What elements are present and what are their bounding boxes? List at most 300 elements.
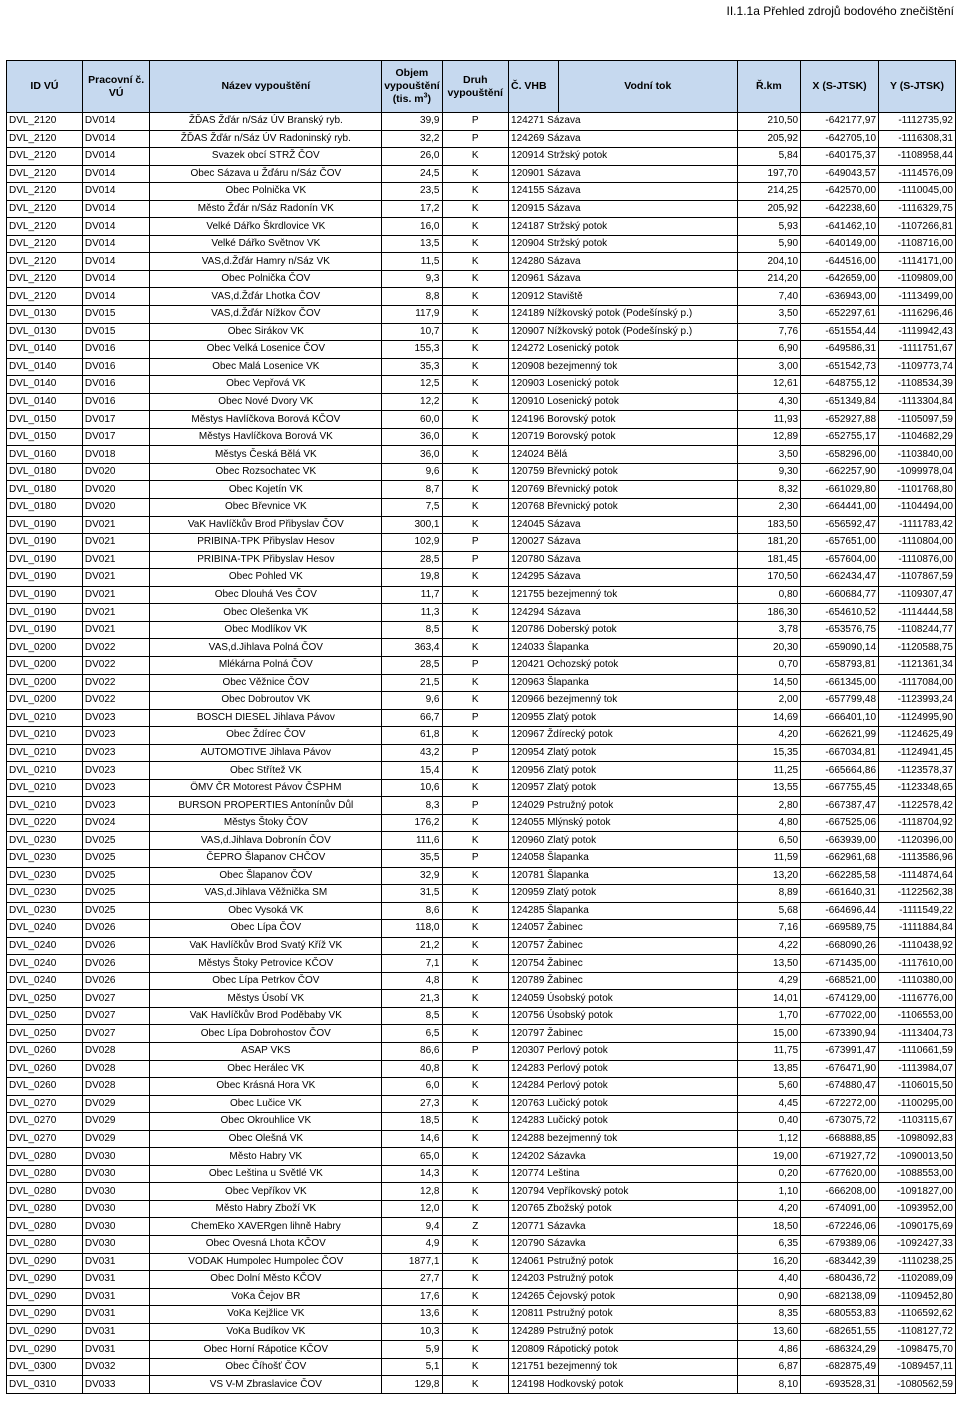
- cell-rkm: 2,80: [737, 797, 800, 815]
- cell-rkm: 15,35: [737, 744, 800, 762]
- cell-x-coord: -657799,48: [801, 692, 879, 710]
- cell-nazev: Městys Česká Bělá VK: [150, 446, 382, 464]
- cell-x-coord: -649043,57: [801, 165, 879, 183]
- table-row: [7, 148, 956, 166]
- cell-id-vu: DVL_0280: [7, 1148, 83, 1166]
- cell-pracovni-cislo: DV021: [82, 516, 150, 534]
- cell-pracovni-cislo: DV023: [82, 779, 150, 797]
- cell-vhb-tok: 124265 Čejovský potok: [509, 1288, 738, 1306]
- col-header-nazev: Název vypouštění: [150, 61, 382, 113]
- cell-x-coord: -642659,00: [801, 270, 879, 288]
- cell-vhb-tok: 120908 bezejmenný tok: [509, 358, 738, 376]
- cell-pracovni-cislo: DV015: [82, 323, 150, 341]
- cell-objem: 40,8: [382, 1060, 442, 1078]
- cell-x-coord: -661029,80: [801, 481, 879, 499]
- cell-y-coord: -1109809,00: [879, 270, 956, 288]
- table-row: [7, 692, 956, 710]
- cell-druh: K: [442, 937, 509, 955]
- cell-y-coord: -1116329,75: [879, 200, 956, 218]
- table-row: [7, 1288, 956, 1306]
- cell-rkm: 14,50: [737, 674, 800, 692]
- cell-nazev: Obec Šlapanov ČOV: [150, 867, 382, 885]
- cell-y-coord: -1090175,69: [879, 1218, 956, 1236]
- cell-x-coord: -674129,00: [801, 990, 879, 1008]
- table-row: [7, 604, 956, 622]
- cell-nazev: VAS,d.Žďár Nížkov ČOV: [150, 306, 382, 324]
- cell-vhb-tok: 124029 Pstružný potok: [509, 797, 738, 815]
- table-row: [7, 762, 956, 780]
- cell-y-coord: -1108716,00: [879, 235, 956, 253]
- cell-id-vu: DVL_0290: [7, 1341, 83, 1359]
- cell-pracovni-cislo: DV014: [82, 218, 150, 236]
- table-row: [7, 779, 956, 797]
- cell-rkm: 214,20: [737, 270, 800, 288]
- cell-y-coord: -1121361,34: [879, 656, 956, 674]
- cell-rkm: 9,30: [737, 463, 800, 481]
- cell-id-vu: DVL_0200: [7, 639, 83, 657]
- cell-id-vu: DVL_0290: [7, 1288, 83, 1306]
- cell-objem: 27,7: [382, 1271, 442, 1289]
- cell-objem: 5,9: [382, 1341, 442, 1359]
- cell-x-coord: -693528,31: [801, 1376, 879, 1394]
- cell-nazev: Obec Horní Rápotice KČOV: [150, 1341, 382, 1359]
- table-row: [7, 200, 956, 218]
- cell-id-vu: DVL_0190: [7, 604, 83, 622]
- cell-rkm: 7,76: [737, 323, 800, 341]
- table-row: [7, 1060, 956, 1078]
- cell-id-vu: DVL_0240: [7, 972, 83, 990]
- cell-id-vu: DVL_2120: [7, 270, 83, 288]
- cell-nazev: Městys Havlíčkova Borová KČOV: [150, 411, 382, 429]
- cell-id-vu: DVL_0140: [7, 376, 83, 394]
- cell-id-vu: DVL_0190: [7, 551, 83, 569]
- cell-nazev: VaK Havlíčkův Brod Přibyslav ČOV: [150, 516, 382, 534]
- cell-pracovni-cislo: DV027: [82, 1007, 150, 1025]
- cell-id-vu: DVL_0300: [7, 1358, 83, 1376]
- cell-vhb-tok: 120794 Vepříkovský potok: [509, 1183, 738, 1201]
- cell-vhb-tok: 120790 Sázavka: [509, 1236, 738, 1254]
- cell-y-coord: -1093952,00: [879, 1200, 956, 1218]
- cell-objem: 5,1: [382, 1358, 442, 1376]
- cell-x-coord: -668521,00: [801, 972, 879, 990]
- cell-pracovni-cislo: DV022: [82, 674, 150, 692]
- cell-nazev: Obec Vysoká VK: [150, 902, 382, 920]
- table-row: [7, 832, 956, 850]
- cell-rkm: 4,20: [737, 1200, 800, 1218]
- cell-id-vu: DVL_0210: [7, 762, 83, 780]
- cell-x-coord: -667387,47: [801, 797, 879, 815]
- cell-objem: 21,2: [382, 937, 442, 955]
- cell-nazev: VaK Havlíčkův Brod Poděbaby VK: [150, 1007, 382, 1025]
- cell-rkm: 14,69: [737, 709, 800, 727]
- cell-y-coord: -1106553,00: [879, 1007, 956, 1025]
- cell-druh: K: [442, 165, 509, 183]
- cell-objem: 36,0: [382, 446, 442, 464]
- cell-nazev: Obec Věžnice ČOV: [150, 674, 382, 692]
- cell-x-coord: -636943,00: [801, 288, 879, 306]
- cell-objem: 8,5: [382, 621, 442, 639]
- cell-objem: 117,9: [382, 306, 442, 324]
- cell-nazev: ŽĎAS Žďár n/Sáz ÚV Radoninský ryb.: [150, 130, 382, 148]
- cell-pracovni-cislo: DV031: [82, 1253, 150, 1271]
- table-row: [7, 1358, 956, 1376]
- cell-vhb-tok: 120915 Sázava: [509, 200, 738, 218]
- cell-druh: K: [442, 1165, 509, 1183]
- cell-pracovni-cislo: DV029: [82, 1130, 150, 1148]
- cell-druh: K: [442, 428, 509, 446]
- cell-nazev: Obec Lípa ČOV: [150, 920, 382, 938]
- cell-vhb-tok: 120780 Sázava: [509, 551, 738, 569]
- cell-druh: P: [442, 656, 509, 674]
- cell-id-vu: DVL_0180: [7, 463, 83, 481]
- cell-druh: K: [442, 1183, 509, 1201]
- cell-objem: 155,3: [382, 341, 442, 359]
- cell-x-coord: -680436,72: [801, 1271, 879, 1289]
- cell-pracovni-cislo: DV023: [82, 797, 150, 815]
- cell-x-coord: -662621,99: [801, 727, 879, 745]
- table-row: [7, 411, 956, 429]
- table-row: [7, 639, 956, 657]
- cell-pracovni-cislo: DV023: [82, 709, 150, 727]
- cell-druh: K: [442, 569, 509, 587]
- cell-rkm: 13,55: [737, 779, 800, 797]
- cell-vhb-tok: 120797 Žabinec: [509, 1025, 738, 1043]
- cell-y-coord: -1089457,11: [879, 1358, 956, 1376]
- cell-objem: 23,5: [382, 183, 442, 201]
- cell-objem: 12,5: [382, 376, 442, 394]
- cell-id-vu: DVL_0230: [7, 902, 83, 920]
- cell-vhb-tok: 120307 Perlový potok: [509, 1042, 738, 1060]
- cell-nazev: Obec Střítež VK: [150, 762, 382, 780]
- cell-id-vu: DVL_0290: [7, 1271, 83, 1289]
- cell-pracovni-cislo: DV014: [82, 200, 150, 218]
- cell-vhb-tok: 124283 Lučický potok: [509, 1113, 738, 1131]
- cell-id-vu: DVL_2120: [7, 200, 83, 218]
- cell-vhb-tok: 120910 Losenický potok: [509, 393, 738, 411]
- cell-pracovni-cislo: DV023: [82, 727, 150, 745]
- cell-druh: K: [442, 1025, 509, 1043]
- cell-id-vu: DVL_0240: [7, 955, 83, 973]
- table-row: [7, 446, 956, 464]
- cell-y-coord: -1108244,77: [879, 621, 956, 639]
- cell-pracovni-cislo: DV026: [82, 937, 150, 955]
- table-row: [7, 937, 956, 955]
- cell-x-coord: -658296,00: [801, 446, 879, 464]
- cell-druh: K: [442, 692, 509, 710]
- cell-pracovni-cislo: DV026: [82, 972, 150, 990]
- cell-objem: 4,9: [382, 1236, 442, 1254]
- cell-nazev: Obec Číhošť ČOV: [150, 1358, 382, 1376]
- table-row: [7, 1253, 956, 1271]
- table-row: [7, 1236, 956, 1254]
- cell-nazev: VODAK Humpolec Humpolec ČOV: [150, 1253, 382, 1271]
- cell-nazev: Město Žďár n/Sáz Radonín VK: [150, 200, 382, 218]
- cell-rkm: 181,20: [737, 534, 800, 552]
- cell-id-vu: DVL_2120: [7, 288, 83, 306]
- cell-druh: K: [442, 1148, 509, 1166]
- cell-objem: 102,9: [382, 534, 442, 552]
- cell-vhb-tok: 120959 Zlatý potok: [509, 885, 738, 903]
- cell-vhb-tok: 124202 Sázavka: [509, 1148, 738, 1166]
- cell-id-vu: DVL_0180: [7, 499, 83, 517]
- cell-nazev: Město Habry VK: [150, 1148, 382, 1166]
- cell-druh: K: [442, 270, 509, 288]
- col-header-druh: Druh vypouštění: [442, 61, 509, 113]
- cell-y-coord: -1113984,07: [879, 1060, 956, 1078]
- cell-objem: 61,8: [382, 727, 442, 745]
- cell-rkm: 15,00: [737, 1025, 800, 1043]
- cell-y-coord: -1118704,92: [879, 814, 956, 832]
- cell-y-coord: -1100295,00: [879, 1095, 956, 1113]
- cell-y-coord: -1114576,09: [879, 165, 956, 183]
- cell-x-coord: -673991,47: [801, 1042, 879, 1060]
- col-header-rkm: Ř.km: [737, 61, 800, 113]
- table-row: [7, 569, 956, 587]
- cell-objem: 300,1: [382, 516, 442, 534]
- cell-druh: K: [442, 639, 509, 657]
- cell-druh: K: [442, 341, 509, 359]
- cell-pracovni-cislo: DV028: [82, 1060, 150, 1078]
- cell-x-coord: -652927,88: [801, 411, 879, 429]
- cell-pracovni-cislo: DV022: [82, 656, 150, 674]
- cell-x-coord: -640149,00: [801, 235, 879, 253]
- cell-x-coord: -667525,06: [801, 814, 879, 832]
- cell-id-vu: DVL_0190: [7, 534, 83, 552]
- cell-druh: P: [442, 849, 509, 867]
- cell-pracovni-cislo: DV021: [82, 534, 150, 552]
- table-row: [7, 1200, 956, 1218]
- cell-nazev: AUTOMOTIVE Jihlava Pávov: [150, 744, 382, 762]
- cell-druh: K: [442, 1358, 509, 1376]
- cell-vhb-tok: 124285 Šlapanka: [509, 902, 738, 920]
- cell-id-vu: DVL_0270: [7, 1113, 83, 1131]
- cell-pracovni-cislo: DV030: [82, 1236, 150, 1254]
- cell-vhb-tok: 124059 Úsobský potok: [509, 990, 738, 1008]
- cell-x-coord: -673390,94: [801, 1025, 879, 1043]
- cell-objem: 10,3: [382, 1323, 442, 1341]
- cell-nazev: PRIBINA-TPK Přibyslav Hesov: [150, 534, 382, 552]
- cell-vhb-tok: 124058 Šlapanka: [509, 849, 738, 867]
- table-row: [7, 288, 956, 306]
- cell-pracovni-cislo: DV023: [82, 762, 150, 780]
- table-row: [7, 955, 956, 973]
- cell-rkm: 13,60: [737, 1323, 800, 1341]
- cell-objem: 11,3: [382, 604, 442, 622]
- cell-id-vu: DVL_0210: [7, 709, 83, 727]
- cell-vhb-tok: 120963 Šlapanka: [509, 674, 738, 692]
- cell-x-coord: -671927,72: [801, 1148, 879, 1166]
- table-row: [7, 920, 956, 938]
- cell-vhb-tok: 120421 Ochozský potok: [509, 656, 738, 674]
- cell-objem: 10,6: [382, 779, 442, 797]
- cell-pracovni-cislo: DV018: [82, 446, 150, 464]
- cell-objem: 7,5: [382, 499, 442, 517]
- cell-nazev: Městys Havlíčkova Borová VK: [150, 428, 382, 446]
- cell-pracovni-cislo: DV025: [82, 832, 150, 850]
- table-row: [7, 797, 956, 815]
- cell-nazev: Obec Sirákov VK: [150, 323, 382, 341]
- cell-vhb-tok: 124061 Pstružný potok: [509, 1253, 738, 1271]
- cell-pracovni-cislo: DV030: [82, 1148, 150, 1166]
- cell-nazev: Obec Velká Losenice ČOV: [150, 341, 382, 359]
- cell-objem: 39,9: [382, 113, 442, 131]
- cell-rkm: 3,50: [737, 446, 800, 464]
- cell-y-coord: -1116296,46: [879, 306, 956, 324]
- cell-rkm: 183,50: [737, 516, 800, 534]
- cell-y-coord: -1122578,42: [879, 797, 956, 815]
- cell-druh: P: [442, 551, 509, 569]
- cell-pracovni-cislo: DV024: [82, 814, 150, 832]
- cell-vhb-tok: 120774 Leština: [509, 1165, 738, 1183]
- table-row: [7, 674, 956, 692]
- cell-objem: 9,3: [382, 270, 442, 288]
- cell-vhb-tok: 124024 Bělá: [509, 446, 738, 464]
- table-row: [7, 1042, 956, 1060]
- cell-x-coord: -649586,31: [801, 341, 879, 359]
- cell-nazev: Městys Štoky Petrovice KČOV: [150, 955, 382, 973]
- cell-nazev: Obec Dobroutov VK: [150, 692, 382, 710]
- cell-y-coord: -1107867,59: [879, 569, 956, 587]
- cell-rkm: 210,50: [737, 113, 800, 131]
- cell-rkm: 3,50: [737, 306, 800, 324]
- table-row: [7, 1007, 956, 1025]
- cell-rkm: 5,90: [737, 235, 800, 253]
- cell-druh: K: [442, 885, 509, 903]
- cell-x-coord: -672246,06: [801, 1218, 879, 1236]
- cell-druh: K: [442, 920, 509, 938]
- cell-druh: K: [442, 762, 509, 780]
- cell-druh: K: [442, 183, 509, 201]
- cell-nazev: VAS,d.Jihlava Polná ČOV: [150, 639, 382, 657]
- cell-y-coord: -1124625,49: [879, 727, 956, 745]
- cell-pracovni-cislo: DV028: [82, 1042, 150, 1060]
- cell-objem: 176,2: [382, 814, 442, 832]
- cell-id-vu: DVL_0210: [7, 727, 83, 745]
- cell-x-coord: -676471,90: [801, 1060, 879, 1078]
- cell-nazev: Obec Vepříkov VK: [150, 1183, 382, 1201]
- cell-id-vu: DVL_0140: [7, 358, 83, 376]
- cell-x-coord: -668090,26: [801, 937, 879, 955]
- table-row: [7, 902, 956, 920]
- cell-id-vu: DVL_0280: [7, 1183, 83, 1201]
- cell-vhb-tok: 120955 Zlatý potok: [509, 709, 738, 727]
- cell-x-coord: -664696,44: [801, 902, 879, 920]
- cell-druh: K: [442, 323, 509, 341]
- page-header-title: II.1.1a Přehled zdrojů bodového znečištění: [726, 4, 954, 18]
- cell-nazev: Městys Štoky ČOV: [150, 814, 382, 832]
- cell-objem: 12,2: [382, 393, 442, 411]
- cell-vhb-tok: 120756 Úsobský potok: [509, 1007, 738, 1025]
- cell-pracovni-cislo: DV016: [82, 376, 150, 394]
- cell-y-coord: -1104494,00: [879, 499, 956, 517]
- cell-x-coord: -679389,06: [801, 1236, 879, 1254]
- cell-x-coord: -662961,68: [801, 849, 879, 867]
- cell-druh: K: [442, 586, 509, 604]
- cell-vhb-tok: 124284 Perlový potok: [509, 1078, 738, 1096]
- cell-druh: K: [442, 463, 509, 481]
- col-header-x: X (S-JTSK): [801, 61, 879, 113]
- cell-objem: 363,4: [382, 639, 442, 657]
- cell-nazev: Obec Modlíkov VK: [150, 621, 382, 639]
- cell-objem: 32,9: [382, 867, 442, 885]
- cell-objem: 15,4: [382, 762, 442, 780]
- cell-pracovni-cislo: DV031: [82, 1323, 150, 1341]
- cell-id-vu: DVL_0190: [7, 586, 83, 604]
- cell-x-coord: -653576,75: [801, 621, 879, 639]
- cell-nazev: Městys Úsobí VK: [150, 990, 382, 1008]
- cell-rkm: 4,20: [737, 727, 800, 745]
- cell-x-coord: -648755,12: [801, 376, 879, 394]
- cell-nazev: Obec Leština u Světlé VK: [150, 1165, 382, 1183]
- cell-nazev: Obec Dolní Město KČOV: [150, 1271, 382, 1289]
- table-row: [7, 218, 956, 236]
- cell-pracovni-cislo: DV021: [82, 551, 150, 569]
- cell-id-vu: DVL_0220: [7, 814, 83, 832]
- table-row: [7, 1323, 956, 1341]
- cell-nazev: PRIBINA-TPK Přibyslav Hesov: [150, 551, 382, 569]
- cell-rkm: 11,75: [737, 1042, 800, 1060]
- cell-rkm: 19,00: [737, 1148, 800, 1166]
- cell-objem: 14,6: [382, 1130, 442, 1148]
- cell-objem: 17,6: [382, 1288, 442, 1306]
- cell-druh: K: [442, 1200, 509, 1218]
- cell-y-coord: -1080562,59: [879, 1376, 956, 1394]
- cell-x-coord: -668888,85: [801, 1130, 879, 1148]
- cell-pracovni-cislo: DV025: [82, 902, 150, 920]
- cell-vhb-tok: 120954 Zlatý potok: [509, 744, 738, 762]
- cell-druh: K: [442, 972, 509, 990]
- cell-objem: 8,3: [382, 797, 442, 815]
- cell-y-coord: -1122562,38: [879, 885, 956, 903]
- cell-id-vu: DVL_2120: [7, 148, 83, 166]
- cell-nazev: Obec Lípa Dobrohostov ČOV: [150, 1025, 382, 1043]
- cell-x-coord: -674880,47: [801, 1078, 879, 1096]
- cell-rkm: 1,10: [737, 1183, 800, 1201]
- cell-druh: K: [442, 358, 509, 376]
- cell-id-vu: DVL_2120: [7, 218, 83, 236]
- cell-y-coord: -1114444,58: [879, 604, 956, 622]
- cell-id-vu: DVL_2120: [7, 183, 83, 201]
- cell-x-coord: -682138,09: [801, 1288, 879, 1306]
- cell-id-vu: DVL_0260: [7, 1060, 83, 1078]
- cell-y-coord: -1103840,00: [879, 446, 956, 464]
- cell-pracovni-cislo: DV025: [82, 867, 150, 885]
- cell-druh: K: [442, 235, 509, 253]
- cell-druh: K: [442, 288, 509, 306]
- cell-rkm: 0,70: [737, 656, 800, 674]
- cell-druh: K: [442, 1341, 509, 1359]
- cell-rkm: 186,30: [737, 604, 800, 622]
- cell-pracovni-cislo: DV021: [82, 586, 150, 604]
- cell-y-coord: -1123578,37: [879, 762, 956, 780]
- cell-objem: 65,0: [382, 1148, 442, 1166]
- cell-y-coord: -1104682,29: [879, 428, 956, 446]
- cell-rkm: 4,86: [737, 1341, 800, 1359]
- cell-rkm: 5,60: [737, 1078, 800, 1096]
- cell-x-coord: -642570,00: [801, 183, 879, 201]
- cell-objem: 86,6: [382, 1042, 442, 1060]
- table-row: [7, 885, 956, 903]
- table-row: [7, 341, 956, 359]
- cell-id-vu: DVL_0150: [7, 428, 83, 446]
- cell-druh: P: [442, 534, 509, 552]
- cell-id-vu: DVL_0200: [7, 656, 83, 674]
- cell-x-coord: -680553,83: [801, 1306, 879, 1324]
- cell-nazev: Obec Polnička VK: [150, 183, 382, 201]
- cell-x-coord: -677022,00: [801, 1007, 879, 1025]
- cell-y-coord: -1123993,24: [879, 692, 956, 710]
- cell-druh: K: [442, 376, 509, 394]
